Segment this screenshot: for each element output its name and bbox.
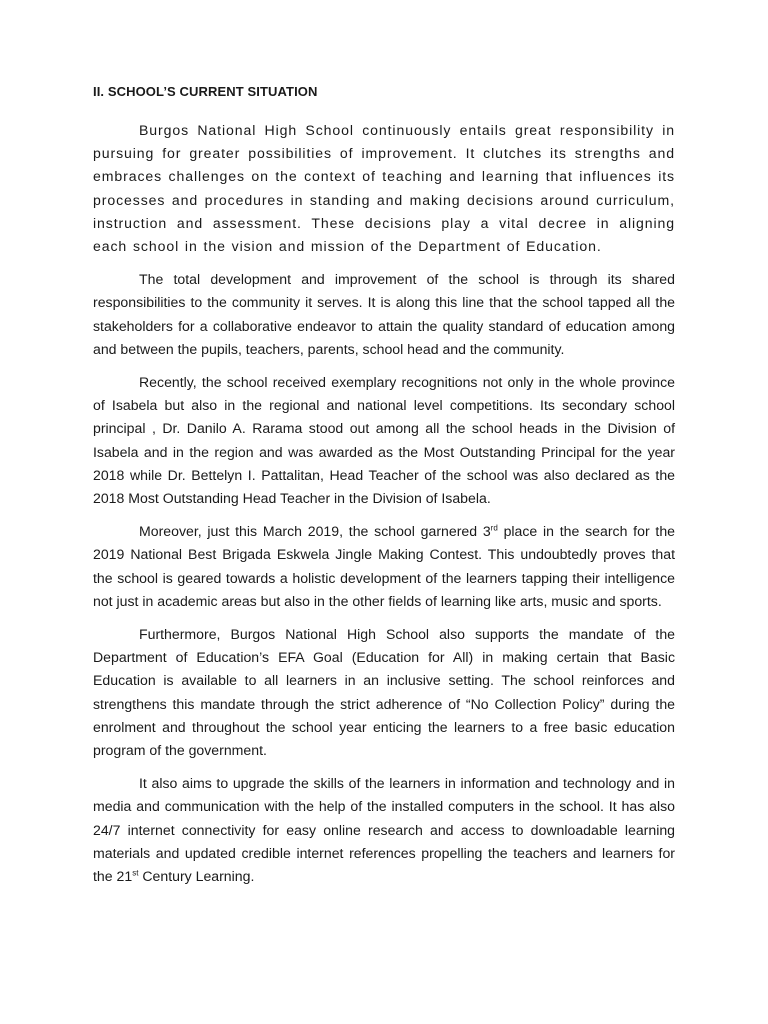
paragraph-brigada-contest [93, 520, 675, 613]
paragraph-efa-goal: Furthermore, Burgos National High School also supports the mandate of the Department of Education’s EFA Goal (Education for All) in making certain that Basic Education is available to all learners in an inclusive setting. The school reinforces and strengthens this mandate through the strict adherence of “No Collection Policy” during the enrolment and throughout the school year enticing the learners to a free basic education program of the government. [93, 626, 675, 759]
paragraph-development: The total development and improvement of the school is through its shared responsibilities to the community it serves. It is along this line that the school tapped all the stakeholders for a collaborative endeavor to attain the quality standard of education among and between the pupils, teachers, parents, school head and the community. [93, 271, 675, 357]
paragraph-recognitions: Recently, the school received exemplary recognitions not only in the whole province of Isabela but also in the regional and national level competitions. Its secondary school principal , Dr. Danilo A. Rarama stood out among all the school heads in the Division of Isabela and in the region and was awarded as the Most Outstanding Principal for the year 2018 while Dr. Bettelyn I. Pattalitan, Head Teacher of the school was also declared as the 2018 Most Outstanding Head Teacher in the Division of Isabela. [93, 374, 675, 507]
document-page [93, 84, 675, 898]
paragraph-technology [93, 772, 675, 888]
section-heading: II. SCHOOL’S CURRENT SITUATION [93, 84, 318, 99]
paragraph-technology-text-end: Century Learning. [138, 868, 255, 885]
paragraph-brigada-text-end: place in the search for the 2019 National Best Brigada Eskwela Jingle Making Contest. This undoubtedly proves that the school is geared towards a holistic development of the learners tapping their intelligence not just in academic areas but also in the other fields of learning like arts, music and sports. [93, 523, 675, 609]
ordinal-suffix-st: st [132, 868, 139, 878]
paragraph-brigada-text-start: Moreover, just this March 2019, the school garnered 3 [139, 523, 491, 540]
paragraph-technology-text-start: It also aims to upgrade the skills of the learners in information and technology and in media and communication with the help of the installed computers in the school. It has also 24/7 internet connectivity for easy online research and access to downloadable learning materials and updated credible internet references propelling the teachers and learners for the 21 [93, 775, 675, 885]
ordinal-suffix-rd: rd [490, 523, 498, 533]
paragraph-intro: Burgos National High School continuously entails great responsibility in pursuing for greater possibilities of improvement. It clutches its strengths and embraces challenges on the context of teaching and learning that influences its processes and procedures in standing and making decisions around curriculum, instruction and assessment. These decisions play a vital decree in aligning each school in the vision and mission of the Department of Education. [93, 122, 675, 255]
